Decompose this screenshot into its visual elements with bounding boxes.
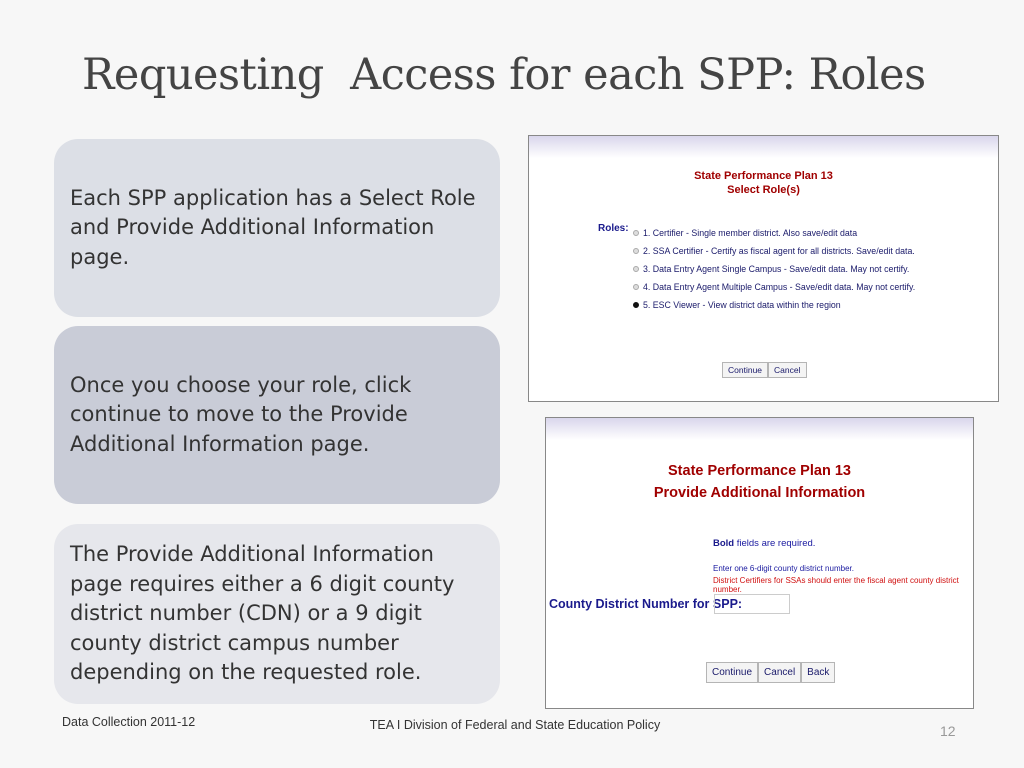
radio-icon[interactable] (633, 248, 639, 254)
additional-info-buttons (706, 662, 835, 683)
bullet-text-2: Once you choose your role, click continue to move to the Provide Additional Information page. (70, 372, 412, 456)
role-label: 5. ESC Viewer - View district data within the region (643, 300, 841, 310)
heading-line-1: State Performance Plan 13 (694, 170, 833, 182)
role-label: 4. Data Entry Agent Multiple Campus - Save/edit data. May not certify. (643, 282, 916, 292)
select-role-heading (529, 169, 998, 197)
required-note (713, 538, 815, 549)
bullet-text-3: The Provide Additional Information page requires either a 6 digit county district number (CDN) or a 9 digit county district campus number depending on the requested role. (70, 542, 455, 685)
continue-button[interactable]: Continue (706, 662, 758, 683)
radio-icon[interactable] (633, 284, 639, 290)
ssa-warning: District Certifiers for SSAs should enter the fiscal agent county district number. (713, 576, 959, 594)
bullet-box-1 (54, 139, 500, 317)
roles-label: Roles: (598, 223, 629, 234)
back-button[interactable]: Back (801, 662, 835, 683)
header-band (546, 418, 973, 440)
radio-icon[interactable] (633, 266, 639, 272)
page-number: 12 (940, 723, 956, 739)
cancel-button[interactable]: Cancel (768, 362, 806, 378)
role-option-1[interactable] (633, 224, 915, 242)
bullet-text-1: Each SPP application has a Select Role and Provide Additional Information page. (70, 185, 476, 269)
cdn-input[interactable] (714, 594, 790, 614)
role-option-3[interactable] (633, 260, 915, 278)
role-label: 3. Data Entry Agent Single Campus - Save/edit data. May not certify. (643, 264, 910, 274)
continue-button[interactable]: Continue (722, 362, 768, 378)
radio-icon[interactable] (633, 230, 639, 236)
select-role-buttons (722, 362, 807, 378)
cdn-instruction: Enter one 6-digit county district number. (713, 564, 854, 573)
header-band (529, 136, 998, 158)
role-option-4[interactable] (633, 278, 915, 296)
additional-info-heading (546, 460, 973, 504)
role-label: 1. Certifier - Single member district. Also save/edit data (643, 228, 858, 238)
required-bold-word: Bold (713, 538, 735, 549)
heading-line-2: Select Role(s) (727, 184, 800, 196)
bullet-box-3 (54, 524, 500, 704)
cancel-button[interactable]: Cancel (758, 662, 801, 683)
role-option-5[interactable] (633, 296, 915, 314)
role-option-2[interactable] (633, 242, 915, 260)
select-role-screenshot (528, 135, 999, 402)
additional-info-screenshot (545, 417, 974, 709)
radio-selected-icon[interactable] (633, 302, 639, 308)
required-rest: fields are required. (734, 538, 816, 549)
footer-left: Data Collection 2011-12 (62, 715, 196, 729)
slide-title: Requesting Access for each SPP: Roles (82, 50, 926, 100)
roles-list (633, 224, 915, 314)
heading-line-1: State Performance Plan 13 (668, 463, 851, 479)
bullet-box-2 (54, 326, 500, 504)
heading-line-2: Provide Additional Information (653, 485, 866, 501)
footer-center: TEA I Division of Federal and State Education Policy (369, 718, 661, 732)
role-label: 2. SSA Certifier - Certify as fiscal agent for all districts. Save/edit data. (643, 246, 915, 256)
cdn-label: County District Number for SPP: (549, 597, 743, 611)
